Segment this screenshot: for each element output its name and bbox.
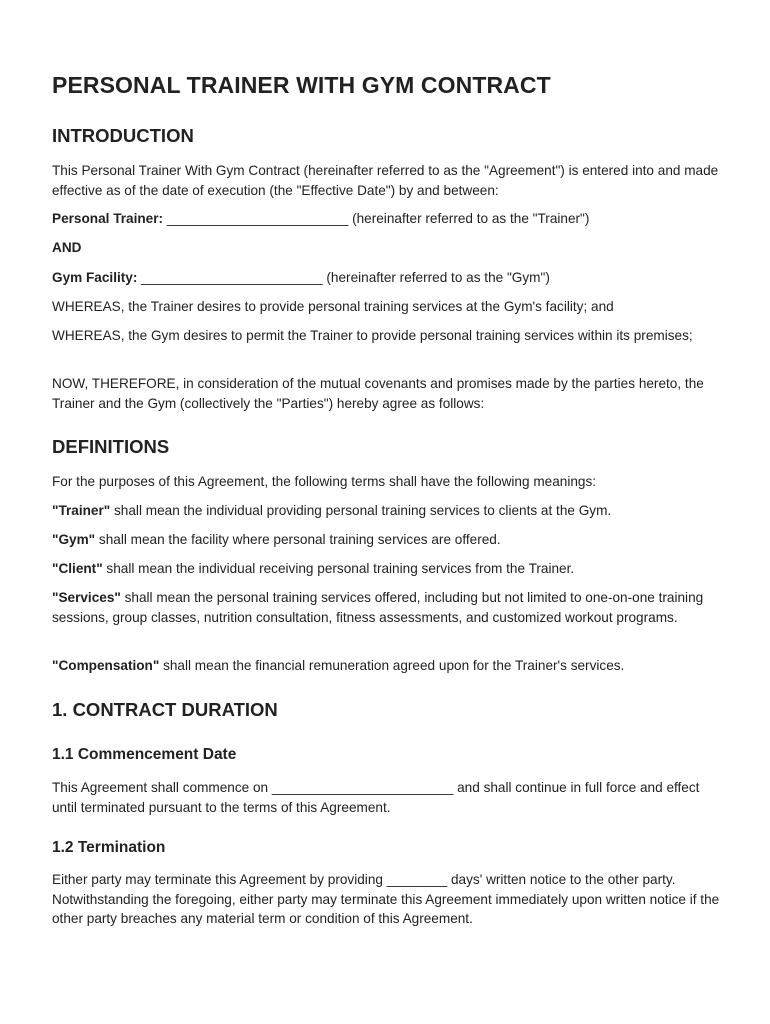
definition-term: "Gym" [52,532,96,547]
definition-text: shall mean the financial remuneration agreed upon for the Trainer's services. [159,658,625,673]
definitions-intro: For the purposes of this Agreement, the following terms shall have the following meanings: [52,474,597,489]
definition-text: shall mean the individual receiving personal training services from the Trainer. [102,561,575,576]
commencement-text-before: This Agreement shall commence on [52,780,269,795]
trainer-blank: ________________________ [166,211,349,226]
definitions-heading: DEFINITIONS [52,436,170,457]
gym-blank: ________________________ [141,270,323,285]
definition-text: shall mean the personal training services offered, including but not limited to one-on-one training sessions, group classes, nutrition consultation, fitness assessments, and customized workout programs. [52,590,704,625]
definition-term: "Trainer" [52,503,111,518]
definition-term: "Client" [52,561,103,576]
whereas-clause-1: WHEREAS, the Trainer desires to provide personal training services at the Gym's facility; and [52,299,614,314]
commencement-paragraph [52,778,727,817]
definition-item [52,588,727,627]
gym-party-line [52,268,727,288]
document-title: PERSONAL TRAINER WITH GYM CONTRACT [52,72,551,98]
gym-reference: (hereinafter referred to as the "Gym") [326,270,550,285]
commencement-date-heading: 1.1 Commencement Date [52,746,237,763]
and-text: AND [52,240,82,255]
definition-text: shall mean the facility where personal training services are offered. [95,532,501,547]
commencement-text-after: and shall continue in full force and effect until terminated pursuant to the terms of this Agreement. [52,780,700,815]
definition-text: shall mean the individual providing personal training services to clients at the Gym. [110,503,612,518]
definition-item [52,559,727,579]
trainer-reference: (hereinafter referred to as the "Trainer") [352,211,590,226]
contract-duration-heading: 1. CONTRACT DURATION [52,699,278,720]
definition-item [52,501,727,521]
definition-term: "Compensation" [52,658,160,673]
trainer-party-line [52,209,727,229]
whereas-clause-2: WHEREAS, the Gym desires to permit the Trainer to provide personal training services within its premises; [52,328,693,343]
now-therefore-clause: NOW, THEREFORE, in consideration of the mutual covenants and promises made by the parties hereto, the Trainer and the Gym (collectively the "Parties") hereby agree as follows: [52,376,704,411]
commencement-blank: ________________________ [271,780,454,795]
termination-blank: ________ [386,872,448,887]
termination-text-after: days' written notice to the other party. Notwithstanding the foregoing, either party may terminate this Agreement immediately upon written notice if the other party breaches any material term or condition of this Agreement. [52,872,720,926]
trainer-label: Personal Trainer: [52,211,164,226]
definition-item [52,656,727,676]
definition-term: "Services" [52,590,121,605]
introduction-heading: INTRODUCTION [52,125,194,146]
termination-text-before: Either party may terminate this Agreement by providing [52,872,383,887]
definition-item [52,530,727,550]
introduction-paragraph: This Personal Trainer With Gym Contract (hereinafter referred to as the "Agreement") is entered into and made effective as of the date of execution (the "Effective Date") by and between: [52,163,719,198]
gym-label: Gym Facility: [52,270,138,285]
termination-paragraph [52,870,727,929]
termination-heading: 1.2 Termination [52,839,166,856]
